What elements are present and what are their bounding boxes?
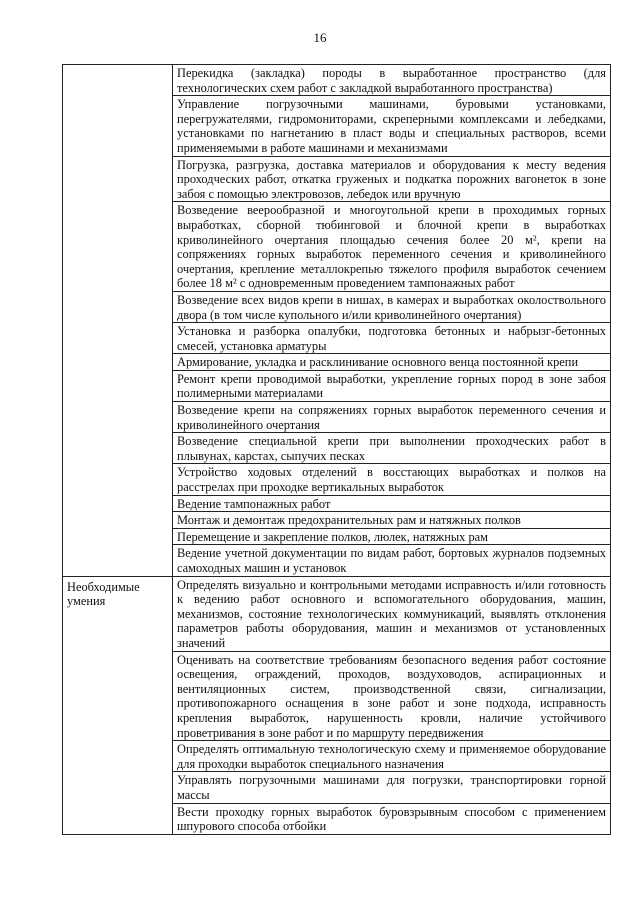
- table-row: [63, 576, 611, 651]
- table-row: [63, 65, 611, 96]
- skill-cell: Определять оптимальную технологическую схему и применяемое оборудование для проходки выработок специального назначения: [173, 741, 611, 772]
- labor-action-cell: Установка и разборка опалубки, подготовка бетонных и набрызг-бетонных смесей, установка арматуры: [173, 323, 611, 354]
- skills-label: Необходимые умения: [63, 576, 173, 834]
- labor-action-cell: Армирование, укладка и расклинивание основного венца постоянной крепи: [173, 354, 611, 371]
- labor-functions-table: [62, 64, 611, 835]
- labor-action-cell: Погрузка, разгрузка, доставка материалов и оборудования к месту ведения проходческих работ, откатка груженых и подкатка порожних вагонеток в зоне забоя с помощью электровозов, лебедок или вручную: [173, 156, 611, 202]
- labor-actions-label: [63, 65, 173, 577]
- labor-action-cell: Управление погрузочными машинами, буровыми установками, перегружателями, гидромониторами, скреперными комплексами и лебедками, установками по нагнетанию в пласт воды и специальных растворов, всеми применяемыми в работе машинами и механизмами: [173, 96, 611, 156]
- skill-cell: Оценивать на соответствие требованиям безопасного ведения работ состояние освещения, ограждений, проходов, воздуховодов, аспирационных и вентиляционных систем, производственной связи, сигнализации, противопожарного оснащения в зоне работ и зоне подхода, исправность крепления выработок, нарушенность кровли, наличие устойчивого проветривания в зоне работ и по маршруту передвижения: [173, 651, 611, 741]
- labor-action-cell: Возведение всех видов крепи в нишах, в камерах и выработках околоствольного двора (в том числе купольного и/или криволинейного очертания): [173, 291, 611, 322]
- page-number: 16: [313, 30, 327, 45]
- labor-action-cell: Возведение крепи на сопряжениях горных выработок переменного сечения и криволинейного очертания: [173, 402, 611, 433]
- labor-action-cell: Ремонт крепи проводимой выработки, укрепление горных пород в зоне забоя полимерными материалами: [173, 370, 611, 401]
- labor-action-cell: Возведение веерообразной и многоугольной крепи в проходимых горных выработках, сборной тюбинговой и блочной крепи в выработках криволинейного очертания площадью сечения более 20 м², крепи на сопряжениях горных выработок переменного сечения и криволинейного очертания, крепление металлокрепью тяжелого профиля выработок сечением более 18 м² с одновременным проведением тампонажных работ: [173, 202, 611, 292]
- labor-action-cell: Ведение тампонажных работ: [173, 495, 611, 512]
- labor-action-cell: Перемещение и закрепление полков, люлек, натяжных рам: [173, 528, 611, 545]
- skill-cell: Вести проходку горных выработок буровзрывным способом с применением шпурового способа отбойки: [173, 803, 611, 834]
- labor-action-cell: Ведение учетной документации по видам работ, бортовых журналов подземных самоходных машин и установок: [173, 545, 611, 576]
- labor-action-cell: Устройство ходовых отделений в восстающих выработках и полков на расстрелах при проходке вертикальных выработок: [173, 464, 611, 495]
- skill-cell: Определять визуально и контрольными методами исправность и/или готовность к ведению работ основного и вспомогательного оборудования, машин, механизмов, состояние технологических коммуникаций, выявлять отклонения параметров работы оборудования, машин и механизмов от установленных значений: [173, 576, 611, 651]
- labor-action-cell: Перекидка (закладка) породы в выработанное пространство (для технологических схем работ с закладкой выработанного пространства): [173, 65, 611, 96]
- labor-action-cell: Возведение специальной крепи при выполнении проходческих работ в плывунах, карстах, сыпучих песках: [173, 433, 611, 464]
- skill-cell: Управлять погрузочными машинами для погрузки, транспортировки горной массы: [173, 772, 611, 803]
- labor-action-cell: Монтаж и демонтаж предохранительных рам и натяжных полков: [173, 512, 611, 529]
